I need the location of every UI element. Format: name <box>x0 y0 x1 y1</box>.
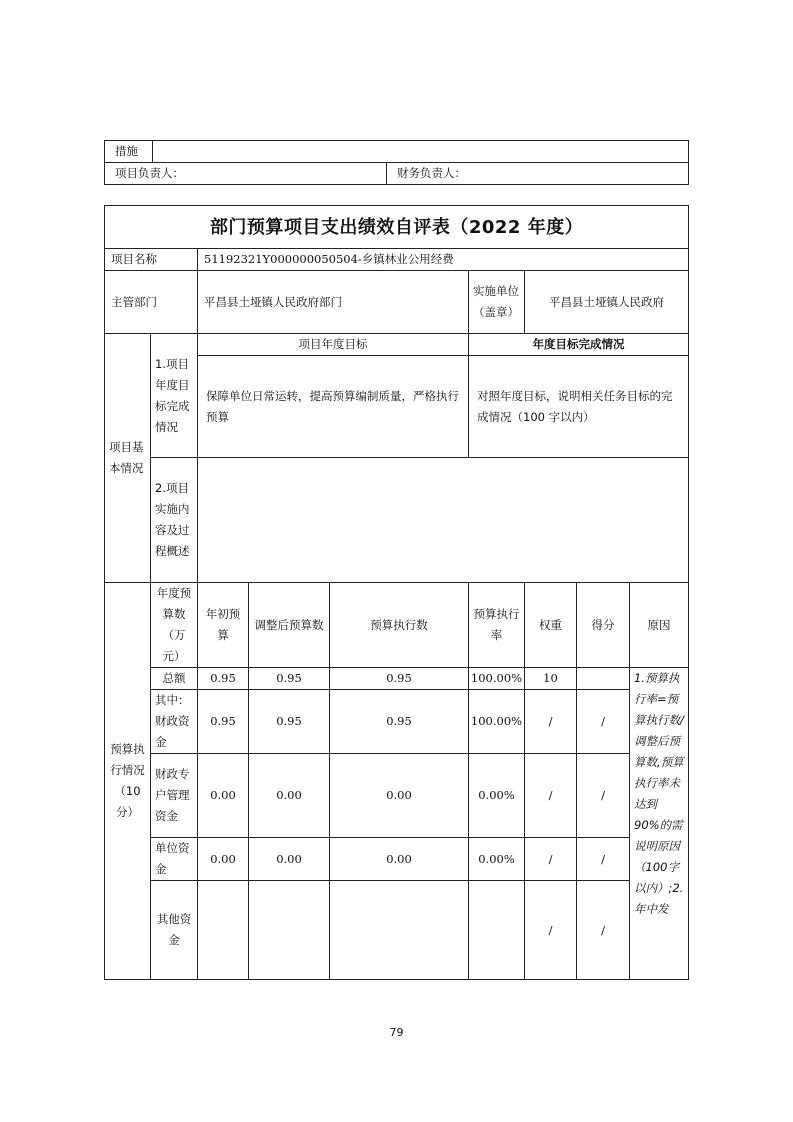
weight-value: / <box>525 754 577 838</box>
rate-value: 0.00% <box>469 838 525 881</box>
initial-value: 0.95 <box>198 690 249 754</box>
performance-evaluation-table <box>104 205 689 980</box>
score-value: / <box>577 881 630 980</box>
initial-value: 0.00 <box>198 754 249 838</box>
score-value <box>577 668 630 690</box>
project-name-label: 项目名称 <box>105 249 198 271</box>
initial-value <box>198 881 249 980</box>
executed-header: 预算执行数 <box>330 583 469 668</box>
rate-value: 0.00% <box>469 754 525 838</box>
form-title: 部门预算项目支出绩效自评表（2022 年度） <box>105 206 689 249</box>
finance-lead-label: 财务负责人： <box>387 163 689 185</box>
project-lead-label: 项目负责人： <box>105 163 387 185</box>
score-value: / <box>577 754 630 838</box>
weight-value: / <box>525 838 577 881</box>
rate-value: 100.00% <box>469 668 525 690</box>
adjusted-budget-header: 调整后预算数 <box>249 583 330 668</box>
basic-info-label: 项目基本情况 <box>105 334 151 583</box>
adjusted-value: 0.00 <box>249 838 330 881</box>
weight-value: / <box>525 690 577 754</box>
row-label: 其中：财政资金 <box>151 690 198 754</box>
rate-header: 预算执行率 <box>469 583 525 668</box>
executed-value <box>330 881 469 980</box>
adjusted-value: 0.00 <box>249 754 330 838</box>
reason-text: 1.预算执行率=预算执行数/调整后预算数,预算执行率未达到 90%的需说明原因（100字以内）;2.年中发 <box>630 668 689 980</box>
executed-value: 0.95 <box>330 690 469 754</box>
initial-budget-header: 年初预算 <box>198 583 249 668</box>
row-label: 单位资金 <box>151 838 198 881</box>
page-number: 79 <box>389 1026 404 1039</box>
measures-value <box>153 141 689 163</box>
score-header: 得分 <box>577 583 630 668</box>
project-name-value: 51192321Y000000050504-乡镇林业公用经费 <box>198 249 689 271</box>
weight-value: 10 <box>525 668 577 690</box>
dept-value: 平昌县土垭镇人民政府部门 <box>198 271 469 334</box>
adjusted-value <box>249 881 330 980</box>
initial-value: 0.00 <box>198 838 249 881</box>
row-label: 财政专户管理资金 <box>151 754 198 838</box>
annual-goal-header: 项目年度目标 <box>198 334 469 356</box>
completion-header: 年度目标完成情况 <box>469 334 689 356</box>
executed-value: 0.00 <box>330 838 469 881</box>
row-label: 其他资金 <box>151 881 198 980</box>
annual-budget-header: 年度预算数（万元） <box>151 583 198 668</box>
goal-section-label: 1.项目年度目标完成情况 <box>151 334 198 458</box>
score-value: / <box>577 838 630 881</box>
dept-label: 主管部门 <box>105 271 198 334</box>
row-label: 总额 <box>151 668 198 690</box>
score-value: / <box>577 690 630 754</box>
rate-value <box>469 881 525 980</box>
measures-label: 措施 <box>105 141 153 163</box>
executed-value: 0.00 <box>330 754 469 838</box>
reason-header: 原因 <box>630 583 689 668</box>
executed-value: 0.95 <box>330 668 469 690</box>
annual-goal-text: 保障单位日常运转，提高预算编制质量，严格执行预算 <box>198 356 469 458</box>
rate-value: 100.00% <box>469 690 525 754</box>
weight-header: 权重 <box>525 583 577 668</box>
impl-unit-value: 平昌县土垭镇人民政府 <box>525 271 689 334</box>
impl-unit-label: 实施单位（盖章） <box>469 271 525 334</box>
process-value <box>198 458 689 583</box>
initial-value: 0.95 <box>198 668 249 690</box>
budget-exec-label: 预算执行情况（10分） <box>105 583 151 980</box>
adjusted-value: 0.95 <box>249 668 330 690</box>
completion-text: 对照年度目标，说明相关任务目标的完成情况（100 字以内） <box>469 356 689 458</box>
process-label: 2.项目实施内容及过程概述 <box>151 458 198 583</box>
weight-value: / <box>525 881 577 980</box>
top-signature-table <box>104 140 689 185</box>
adjusted-value: 0.95 <box>249 690 330 754</box>
